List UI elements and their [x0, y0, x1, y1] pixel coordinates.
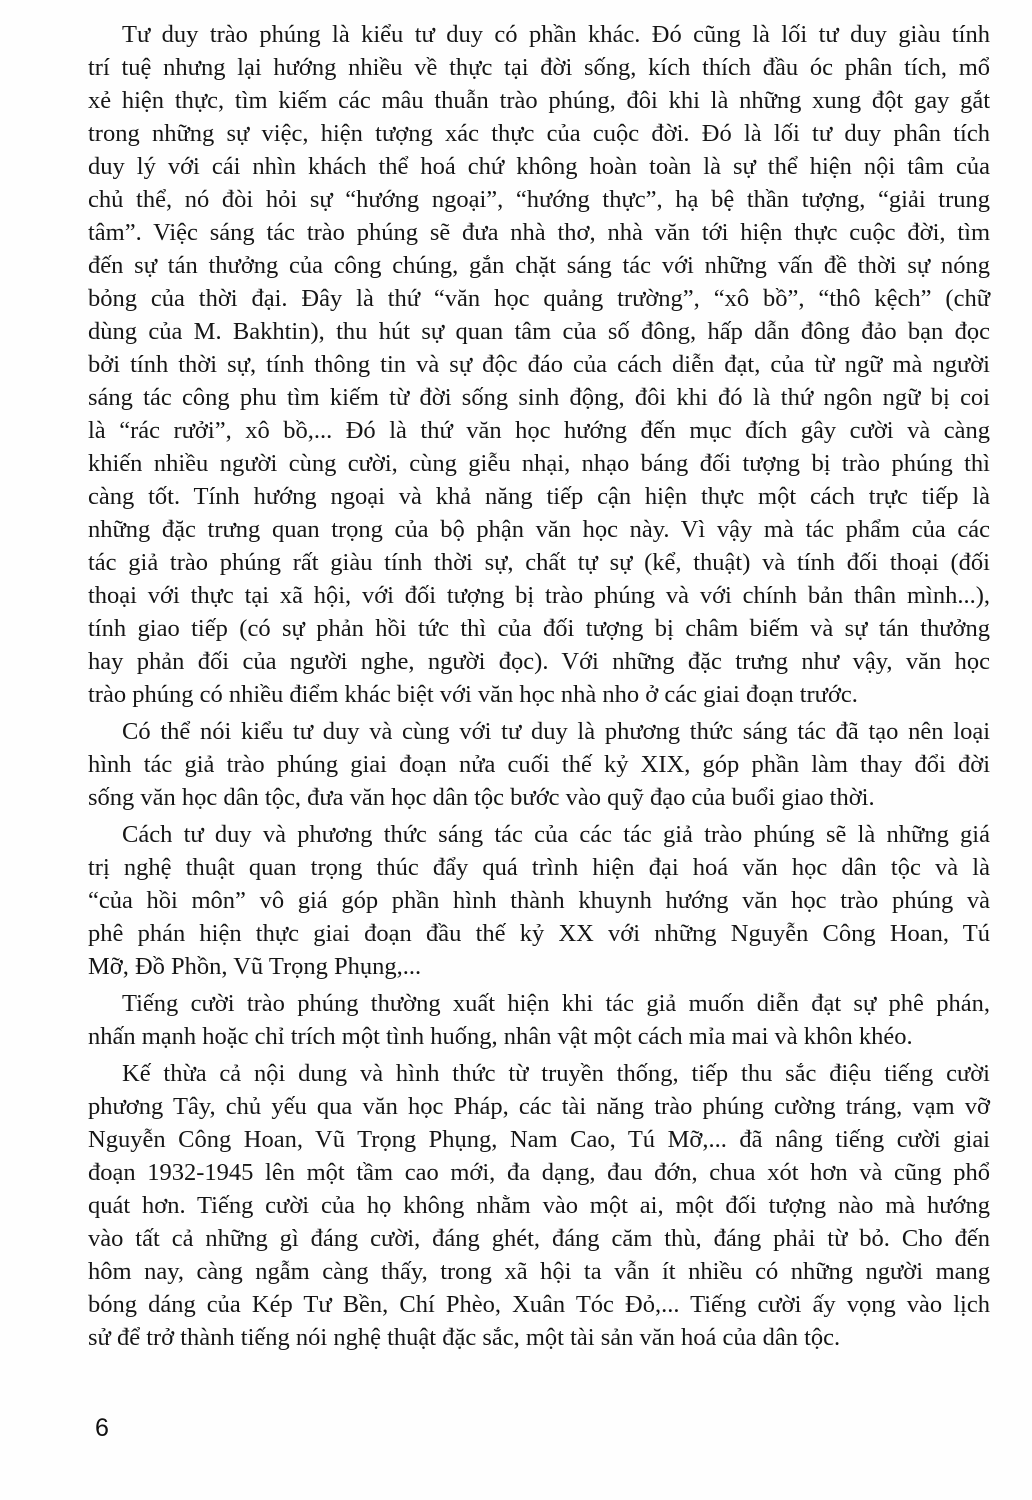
text-line: sử để trở thành tiếng nói nghệ thuật đặc sắc, một tài sản văn hoá của dân tộc. — [88, 1324, 841, 1351]
text-line: tâm”. Việc sáng tác trào phúng sẽ đưa nhà thơ, nhà văn tới hiện thực cuộc đời, tìm — [88, 219, 990, 246]
text-line: Tiếng cười trào phúng thường xuất hiện khi tác giả muốn diễn đạt sự phê phán, — [122, 990, 990, 1017]
text-line: duy lý với cái nhìn khách thể hoá chứ không hoàn toàn là sự thể hiện nội tâm của — [88, 153, 990, 180]
text-line: hình tác giả trào phúng giai đoạn nửa cuối thế kỷ XIX, góp phần làm thay đổi đời — [88, 751, 990, 778]
page-number: 6 — [95, 1414, 109, 1442]
text-line: nhấn mạnh hoặc chỉ trích một tình huống, nhân vật một cách mỉa mai và khôn khéo. — [88, 1023, 913, 1050]
text-line: hay phản đối của người nghe, người đọc). Với những đặc trưng như vậy, văn học — [88, 648, 990, 675]
text-line: Cách tư duy và phương thức sáng tác của các tác giả trào phúng sẽ là những giá — [122, 821, 990, 848]
text-line: trị nghệ thuật quan trọng thúc đẩy quá trình hiện đại hoá văn học dân tộc và là — [88, 854, 990, 881]
text-line: xẻ hiện thực, tìm kiếm các mâu thuẫn trào phúng, đôi khi là những xung đột gay gắt — [88, 87, 990, 114]
text-line: khiến nhiều người cùng cười, cùng giễu nhại, nhạo báng đối tượng bị trào phúng thì — [88, 450, 990, 477]
text-line: trào phúng có nhiều điểm khác biệt với văn học nhà nho ở các giai đoạn trước. — [88, 681, 858, 708]
text-line: phê phán hiện thực giai đoạn đầu thế kỷ XX với những Nguyễn Công Hoan, Tú — [88, 920, 990, 947]
text-line: tính giao tiếp (có sự phản hồi tức thì của đối tượng bị châm biếm và sự tán thưởng — [88, 615, 990, 642]
text-line: càng tốt. Tính hướng ngoại và khả năng tiếp cận hiện thực một cách trực tiếp là — [88, 483, 990, 510]
text-line: dùng của M. Bakhtin), thu hút sự quan tâm của số đông, hấp dẫn đông đảo bạn đọc — [88, 318, 990, 345]
text-line: bóng dáng của Kép Tư Bền, Chí Phèo, Xuân Tóc Đỏ,... Tiếng cười ấy vọng vào lịch — [88, 1291, 990, 1318]
text-line: Kế thừa cả nội dung và hình thức từ truyền thống, tiếp thu sắc điệu tiếng cười — [122, 1060, 990, 1087]
text-line: là “rác rưởi”, xô bồ,... Đó là thứ văn học hướng đến mục đích gây cười và càng — [88, 417, 990, 444]
text-line: Mỡ, Đồ Phồn, Vũ Trọng Phụng,... — [88, 953, 422, 980]
text-line: sống văn học dân tộc, đưa văn học dân tộc bước vào quỹ đạo của buổi giao thời. — [88, 784, 875, 811]
text-line: Có thể nói kiểu tư duy và cùng với tư duy là phương thức sáng tác đã tạo nên loại — [122, 718, 990, 745]
text-line: đoạn 1932-1945 lên một tầm cao mới, đa dạng, đau đớn, chua xót hơn và cũng phổ — [88, 1159, 990, 1186]
text-line: quát hơn. Tiếng cười của họ không nhằm vào một ai, một đối tượng nào mà hướng — [88, 1192, 990, 1219]
text-line: trí tuệ nhưng lại hướng nhiều về thực tại đời sống, kích thích đầu óc phân tích, mổ — [88, 54, 990, 81]
paragraph — [88, 1057, 990, 1354]
text-line: Nguyễn Công Hoan, Vũ Trọng Phụng, Nam Cao, Tú Mỡ,... đã nâng tiếng cười giai — [88, 1126, 990, 1153]
text-line: sáng tác công phu tìm kiếm từ đời sống sinh động, đôi khi đó là thứ ngôn ngữ bị coi — [88, 384, 990, 411]
text-line: hôm nay, càng ngẫm càng thấy, trong xã hội ta vẫn ít nhiều có những người mang — [88, 1258, 990, 1285]
paragraph — [88, 987, 990, 1053]
text-line: bởi tính thời sự, tính thông tin và sự độc đáo của cách diễn đạt, của từ ngữ mà người — [88, 351, 990, 378]
text-line: thoại với thực tại xã hội, với đối tượng bị trào phúng và với chính bản thân mình...), — [88, 582, 990, 609]
text-line: trong những sự việc, hiện tượng xác thực của cuộc đời. Đó là lối tư duy phân tích — [88, 120, 990, 147]
text-line: đến sự tán thưởng của công chúng, gắn chặt sáng tác với những vấn đề thời sự nóng — [88, 252, 990, 279]
text-line: phương Tây, chủ yếu qua văn học Pháp, các tài năng trào phúng cường tráng, vạm vỡ — [88, 1093, 990, 1120]
text-line: chủ thể, nó đòi hỏi sự “hướng ngoại”, “hướng thực”, hạ bệ thần tượng, “giải trung — [88, 186, 990, 213]
paragraph — [88, 18, 990, 711]
text-line: Tư duy trào phúng là kiểu tư duy có phần khác. Đó cũng là lối tư duy giàu tính — [122, 21, 990, 48]
text-line: những đặc trưng quan trọng của bộ phận văn học này. Vì vậy mà tác phẩm của các — [88, 516, 990, 543]
paragraph — [88, 715, 990, 814]
text-line: tác giả trào phúng rất giàu tính thời sự, chất tự sự (kể, thuật) và tính đối thoại (đối — [88, 549, 990, 576]
text-line: vào tất cả những gì đáng cười, đáng ghét, đáng căm thù, đáng phải từ bỏ. Cho đến — [88, 1225, 990, 1252]
text-line: bỏng của thời đại. Đây là thứ “văn học quảng trường”, “xô bồ”, “thô kệch” (chữ — [88, 285, 990, 312]
body-text — [88, 18, 990, 1358]
paragraph — [88, 818, 990, 983]
text-line: “của hồi môn” vô giá góp phần hình thành khuynh hướng văn học trào phúng và — [88, 887, 990, 914]
